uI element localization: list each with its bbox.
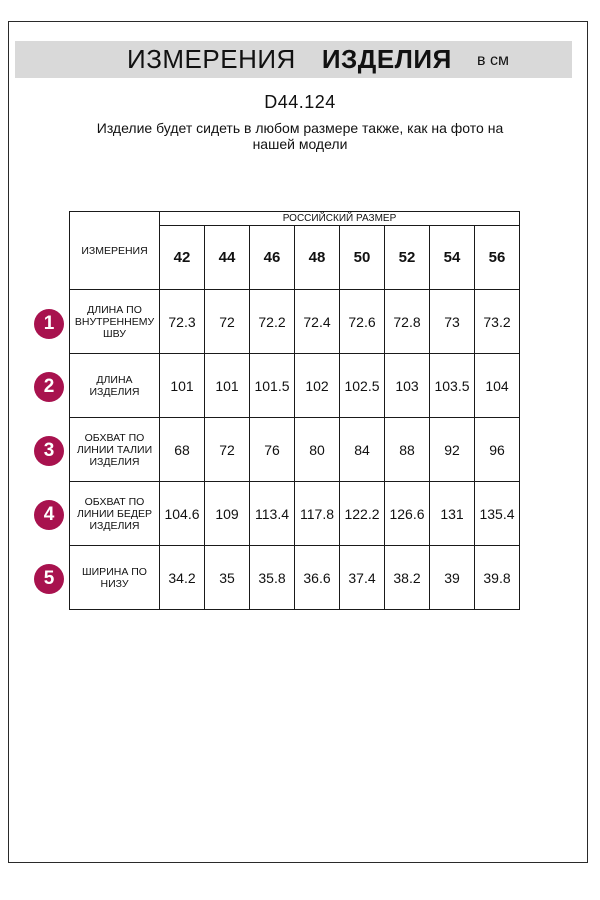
table-cell: 76 [250,418,295,482]
page-title [127,44,452,75]
table-cell: 109 [205,482,250,546]
size-header: 56 [475,226,520,290]
table-cell: 96 [475,418,520,482]
table-cell: 68 [160,418,205,482]
size-header: 52 [385,226,430,290]
table-cell: 72 [205,290,250,354]
size-header: 48 [295,226,340,290]
table-cell: 135.4 [475,482,520,546]
table-cell: 122.2 [340,482,385,546]
table-cell: 88 [385,418,430,482]
title-right: ИЗДЕЛИЯ [321,44,452,74]
table-cell: 72 [205,418,250,482]
row-number-badge: 1 [34,309,64,339]
size-header: 44 [205,226,250,290]
table-cell: 102.5 [340,354,385,418]
table-cell: 102 [295,354,340,418]
table-cell: 92 [430,418,475,482]
table-cell: 117.8 [295,482,340,546]
row-label: ОБХВАТ ПО ЛИНИИ ТАЛИИ ИЗДЕЛИЯ [70,418,160,482]
row-number-badge: 4 [34,500,64,530]
table-cell: 104.6 [160,482,205,546]
size-header: 54 [430,226,475,290]
table-header-row [70,212,520,226]
table-cell: 36.6 [295,546,340,610]
table-cell: 72.8 [385,290,430,354]
table-row [70,482,520,546]
table-cell: 131 [430,482,475,546]
table-cell: 72.3 [160,290,205,354]
table-row [70,354,520,418]
row-number-badge: 5 [34,564,64,594]
table-cell: 113.4 [250,482,295,546]
row-label: ОБХВАТ ПО ЛИНИИ БЕДЕР ИЗДЕЛИЯ [70,482,160,546]
table-cell: 38.2 [385,546,430,610]
title-left: ИЗМЕРЕНИЯ [127,44,296,74]
table-row [70,290,520,354]
table-cell: 72.6 [340,290,385,354]
table-cell: 34.2 [160,546,205,610]
table-cell: 39.8 [475,546,520,610]
size-header: 46 [250,226,295,290]
title-unit: в см [477,52,509,69]
row-number-badge: 2 [34,372,64,402]
table-cell: 80 [295,418,340,482]
table-cell: 104 [475,354,520,418]
table-cell: 35.8 [250,546,295,610]
table-cell: 101 [160,354,205,418]
table-row [70,546,520,610]
table-cell: 39 [430,546,475,610]
corner-label: ИЗМЕРЕНИЯ [70,212,160,290]
table-cell: 103.5 [430,354,475,418]
row-number-badge: 3 [34,436,64,466]
table-cell: 35 [205,546,250,610]
table-row [70,418,520,482]
row-label: ДЛИНА ПО ВНУТРЕННЕМУ ШВУ [70,290,160,354]
title-bar [15,41,572,78]
row-label: ШИРИНА ПО НИЗУ [70,546,160,610]
table-cell: 101.5 [250,354,295,418]
fit-note: Изделие будет сидеть в любом размере также, как на фото на нашей модели [96,120,504,152]
size-header: 50 [340,226,385,290]
table-cell: 103 [385,354,430,418]
table-cell: 72.4 [295,290,340,354]
size-table [69,211,520,610]
row-label: ДЛИНА ИЗДЕЛИЯ [70,354,160,418]
table-cell: 126.6 [385,482,430,546]
table-cell: 84 [340,418,385,482]
table-cell: 73 [430,290,475,354]
table-cell: 101 [205,354,250,418]
article-code: D44.124 [264,92,336,112]
size-header: 42 [160,226,205,290]
size-group-header: РОССИЙСКИЙ РАЗМЕР [160,212,520,226]
table-cell: 37.4 [340,546,385,610]
table-cell: 72.2 [250,290,295,354]
table-cell: 73.2 [475,290,520,354]
